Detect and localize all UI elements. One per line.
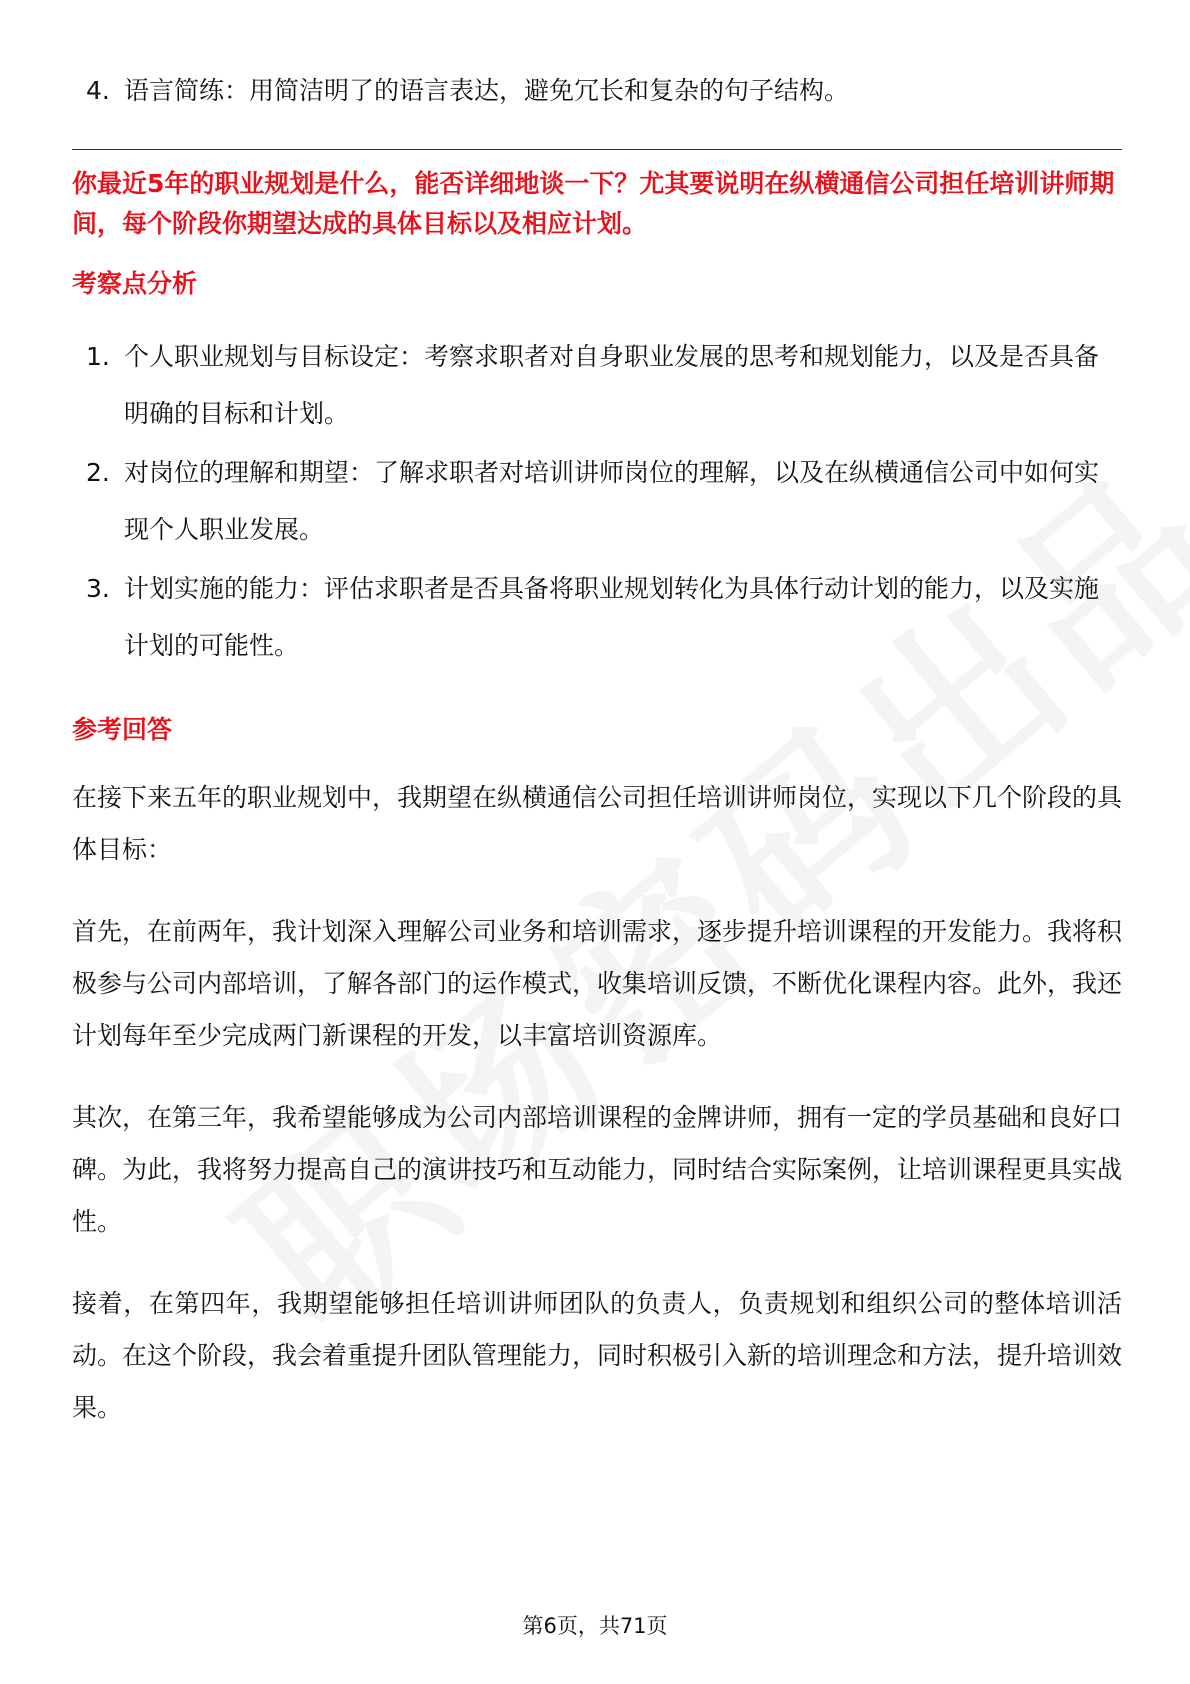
- list-item-number: 2.: [86, 458, 110, 487]
- answer-heading: 参考回答: [72, 715, 173, 744]
- answer-paragraph: 接着，在第四年，我期望能够担任培训讲师团队的负责人，负责规划和组织公司的整体培训活动。在这个阶段，我会着重提升团队管理能力，同时积极引入新的培训理念和方法，提升培训效果。: [72, 1289, 1123, 1422]
- list-item: [72, 560, 1122, 674]
- list-item: [72, 62, 1122, 119]
- analysis-list: [72, 328, 1122, 674]
- page-number-footer: 第6页，共71页: [522, 1614, 668, 1638]
- list-item: [72, 444, 1122, 558]
- interview-question: 你最近5年的职业规划是什么，能否详细地谈一下？尤其要说明在纵横通信公司担任培训讲师期间，每个阶段你期望达成的具体目标以及相应计划。: [72, 169, 1115, 238]
- answer-paragraph: 首先，在前两年，我计划深入理解公司业务和培训需求，逐步提升培训课程的开发能力。我将积极参与公司内部培训，了解各部门的运作模式，收集培训反馈，不断优化课程内容。此外，我还计划每年至少完成两门新课程的开发，以丰富培训资源库。: [72, 917, 1123, 1050]
- list-item: [72, 328, 1122, 442]
- list-item-text: 对岗位的理解和期望：了解求职者对培训讲师岗位的理解，以及在纵横通信公司中如何实现个人职业发展。: [124, 458, 1100, 544]
- list-item-text: 个人职业规划与目标设定：考察求职者对自身职业发展的思考和规划能力，以及是否具备明确的目标和计划。: [124, 342, 1100, 428]
- list-item-text: 语言简练：用简洁明了的语言表达，避免冗长和复杂的句子结构。: [124, 76, 850, 105]
- list-item-number: 1.: [86, 342, 110, 371]
- answer-paragraph: 其次，在第三年，我希望能够成为公司内部培训课程的金牌讲师，拥有一定的学员基础和良好口碑。为此，我将努力提高自己的演讲技巧和互动能力，同时结合实际案例，让培训课程更具实战性。: [72, 1103, 1123, 1236]
- section-divider: [72, 149, 1122, 150]
- list-item-number: 4.: [86, 76, 110, 105]
- list-item-text: 计划实施的能力：评估求职者是否具备将职业规划转化为具体行动计划的能力，以及实施计划的可能性。: [124, 574, 1100, 660]
- previous-list: [72, 62, 1122, 119]
- analysis-heading: 考察点分析: [72, 269, 198, 298]
- list-item-number: 3.: [86, 574, 110, 603]
- page-content: [72, 62, 1122, 1464]
- answer-paragraph: 在接下来五年的职业规划中，我期望在纵横通信公司担任培训讲师岗位，实现以下几个阶段的具体目标：: [72, 783, 1123, 864]
